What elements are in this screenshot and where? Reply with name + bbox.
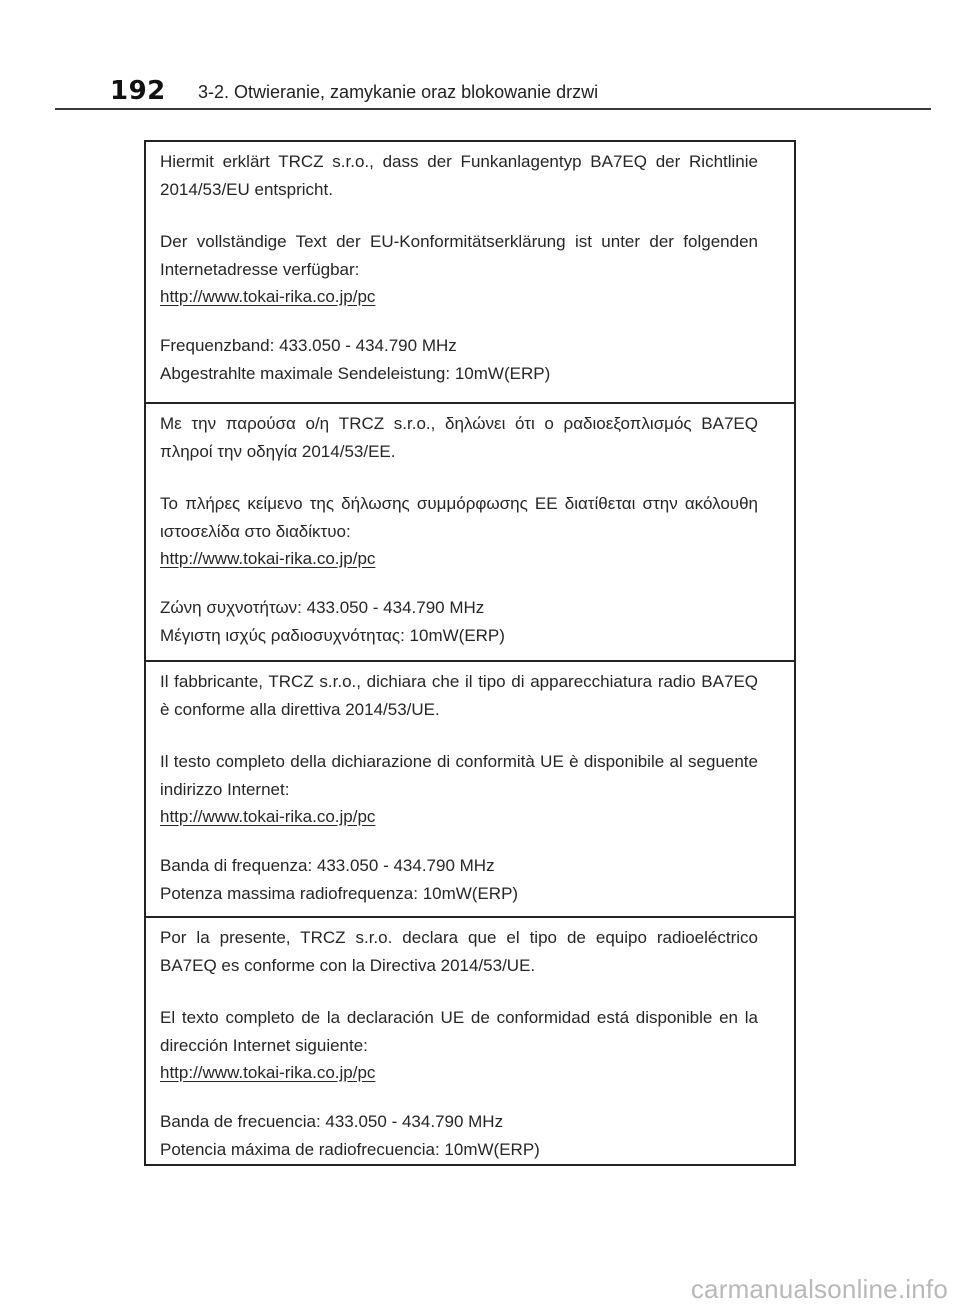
declaration-url-link[interactable]: http://www.tokai-rika.co.jp/pc [160,807,376,826]
footer-watermark: carmanualsonline.info [690,1274,948,1304]
declaration-intro: Hiermit erklärt TRCZ s.r.o., dass der Funkanlagentyp BA7EQ der Richtlinie 2014/53/EU entspricht. [160,152,758,199]
page-header [0,0,960,112]
declaration-availability: Der vollständige Text der EU-Konformitätserklärung ist unter der folgenden Internetadresse verfügbar: [160,232,758,279]
frequency-band: Banda di frequenza: 433.050 - 434.790 MHz [160,856,495,875]
frequency-band: Ζώνη συχνοτήτων: 433.050 - 434.790 MHz [160,598,485,617]
spec-block [160,1108,758,1164]
spec-block [160,852,758,908]
declaration-availability: Il testo completo della dichiarazione di conformità UE è disponibile al seguente indirizzo Internet: [160,752,758,799]
max-power: Abgestrahlte maximale Sendeleistung: 10mW(ERP) [160,364,551,383]
declaration-availability: El texto completo de la declaración UE de conformidad está disponible en la dirección Internet siguiente: [160,1008,758,1055]
max-power: Μέγιστη ισχύς ραδιοσυχνότητας: 10mW(ERP) [160,626,505,645]
declaration-url-link[interactable]: http://www.tokai-rika.co.jp/pc [160,287,376,306]
declaration-box [144,140,796,1166]
declaration-intro: Por la presente, TRCZ s.r.o. declara que el tipo de equipo radioeléctrico BA7EQ es conforme con la Directiva 2014/53/UE. [160,928,758,975]
spec-block [160,332,758,388]
declaration-italian [146,660,794,916]
declaration-availability: Το πλήρες κείμενο της δήλωσης συμμόρφωσης ΕΕ διατίθεται στην ακόλουθη ιστοσελίδα στο διαδίκτυο: [160,494,758,541]
declaration-greek [146,402,794,660]
declaration-spanish [146,916,794,1166]
declaration-url-link[interactable]: http://www.tokai-rika.co.jp/pc [160,1063,376,1082]
header-divider [55,108,931,110]
section-title: 3-2. Otwieranie, zamykanie oraz blokowanie drzwi [198,82,599,102]
declaration-url-link[interactable]: http://www.tokai-rika.co.jp/pc [160,549,376,568]
declaration-intro: Il fabbricante, TRCZ s.r.o., dichiara che il tipo di apparecchiatura radio BA7EQ è conforme alla direttiva 2014/53/UE. [160,672,758,719]
declaration-german [146,142,794,402]
spec-block [160,594,758,650]
max-power: Potencia máxima de radiofrecuencia: 10mW(ERP) [160,1140,540,1159]
max-power: Potenza massima radiofrequenza: 10mW(ERP) [160,884,519,903]
declaration-intro: Με την παρούσα ο/η TRCZ s.r.o., δηλώνει ότι ο ραδιοεξοπλισμός BA7EQ πληροί την οδηγία 2014/53/ΕΕ. [160,414,758,461]
frequency-band: Banda de frecuencia: 433.050 - 434.790 MHz [160,1112,504,1131]
page-number: 192 [110,76,166,106]
frequency-band: Frequenzband: 433.050 - 434.790 MHz [160,336,457,355]
